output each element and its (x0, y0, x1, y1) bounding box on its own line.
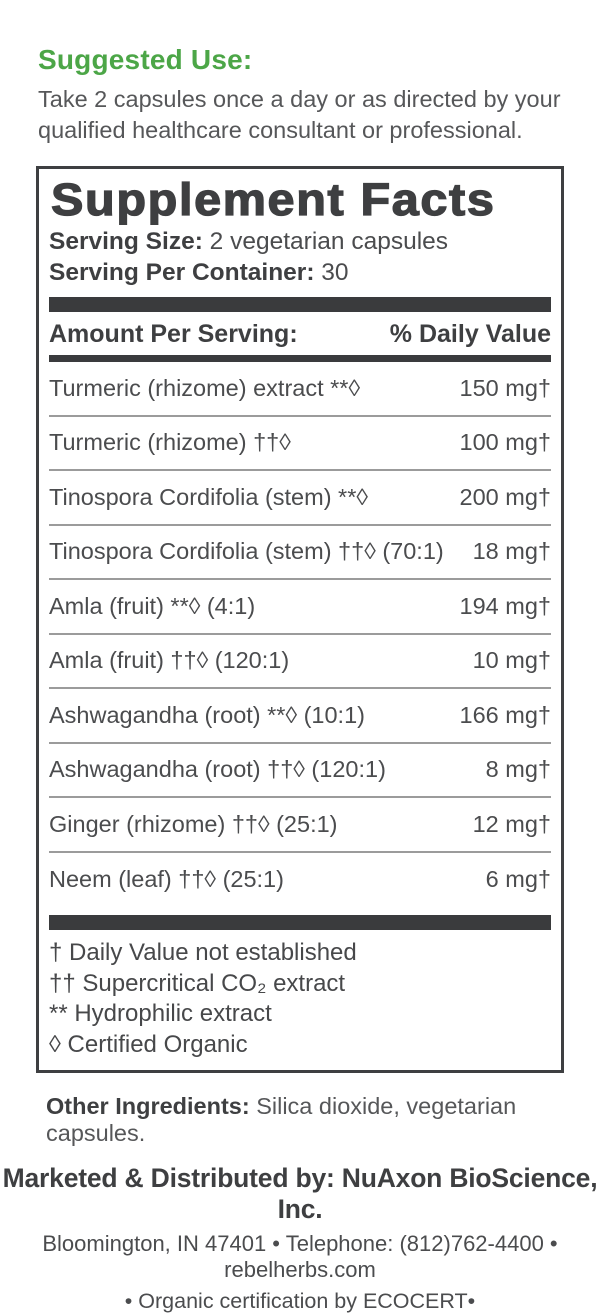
ingredient-amount: 18 mg† (472, 538, 551, 565)
certification-line: • Organic certification by ECOCERT• (124, 1289, 476, 1314)
ingredient-amount: 166 mg† (459, 701, 551, 728)
table-row (49, 798, 551, 853)
supplement-facts-panel (36, 166, 564, 1073)
table-row (49, 580, 551, 635)
table-row (49, 417, 551, 472)
serving-size-label: Serving Size: (49, 228, 203, 256)
amount-per-serving-label: Amount Per Serving: (49, 320, 298, 349)
ingredient-name: Neem (leaf) ††◊ (25:1) (49, 866, 284, 893)
ingredient-amount: 10 mg† (472, 647, 551, 674)
ingredient-name: Turmeric (rhizome) extract **◊ (49, 374, 361, 401)
address-line: Bloomington, IN 47401 • Telephone: (812)762-4400 • rebelherbs.com (42, 1231, 558, 1283)
table-row (49, 526, 551, 581)
ingredient-name: Ginger (rhizome) ††◊ (25:1) (49, 810, 338, 837)
ingredient-name: Tinospora Cordifolia (stem) ††◊ (70:1) (49, 538, 444, 565)
separator-bar-top (49, 297, 551, 312)
serving-size-value: 2 vegetarian capsules (209, 228, 449, 256)
ingredient-name: Turmeric (rhizome) ††◊ (49, 429, 291, 456)
separator-bar-bottom (49, 915, 551, 930)
other-ingredients-value: Silica dioxide, vegetarian capsules. (46, 1093, 517, 1147)
ingredient-amount: 100 mg† (459, 429, 551, 456)
suggested-use-section (0, 0, 600, 146)
suggested-use-text: Take 2 capsules once a day or as directed by your qualified healthcare consultant or professional. (38, 86, 561, 144)
table-row (49, 635, 551, 690)
footnote-daily-value: † Daily Value not established (49, 939, 357, 967)
ingredient-amount: 12 mg† (472, 810, 551, 837)
other-ingredients-line (46, 1093, 600, 1147)
suggested-use-heading: Suggested Use: (38, 44, 253, 75)
ingredient-rows (49, 362, 551, 907)
ingredient-name: Amla (fruit) **◊ (4:1) (49, 592, 256, 619)
separator-bar-header (49, 355, 551, 362)
footnotes (49, 930, 551, 1060)
servings-per-container-label: Serving Per Container: (49, 259, 315, 287)
footnote-certified-organic: ◊ Certified Organic (49, 1030, 248, 1058)
table-row (49, 853, 551, 908)
panel-title: Supplement Facts (51, 174, 496, 226)
ingredient-name: Tinospora Cordifolia (stem) **◊ (49, 483, 368, 510)
servings-per-container-line (49, 258, 551, 289)
other-ingredients-label: Other Ingredients: (46, 1093, 250, 1120)
ingredient-amount: 150 mg† (459, 374, 551, 401)
ingredient-amount: 6 mg† (485, 866, 551, 893)
ingredient-name: Ashwagandha (root) ††◊ (120:1) (49, 756, 386, 783)
ingredient-amount: 194 mg† (459, 592, 551, 619)
ingredient-amount: 8 mg† (485, 756, 551, 783)
table-row (49, 689, 551, 744)
table-row (49, 362, 551, 417)
serving-size-line (49, 227, 551, 258)
table-row (49, 471, 551, 526)
daily-value-label: % Daily Value (389, 320, 551, 349)
ingredient-name: Ashwagandha (root) **◊ (10:1) (49, 701, 365, 728)
ingredient-name: Amla (fruit) ††◊ (120:1) (49, 647, 290, 674)
table-row (49, 744, 551, 799)
distributor-line: Marketed & Distributed by: NuAxon BioScience, Inc. (2, 1163, 598, 1225)
ingredient-amount: 200 mg† (459, 483, 551, 510)
footnote-hydrophilic: ** Hydrophilic extract (49, 1000, 272, 1028)
footnote-supercritical: †† Supercritical CO₂ extract (49, 969, 346, 997)
amount-per-serving-header (49, 312, 551, 355)
servings-per-container-value: 30 (321, 259, 349, 287)
